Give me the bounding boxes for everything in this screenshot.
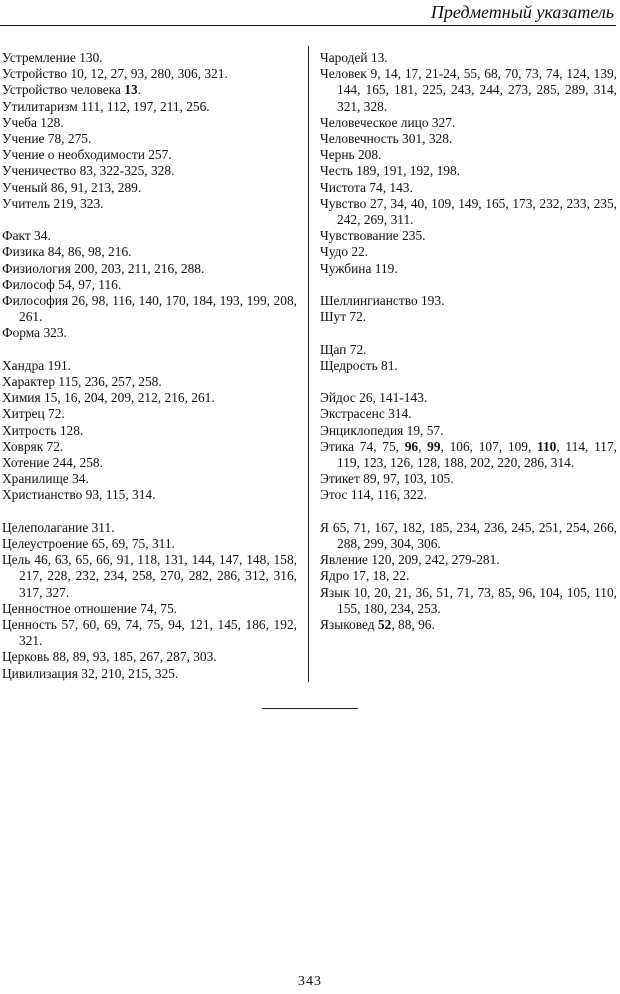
entry-text: Форма 323. — [2, 325, 67, 341]
index-entry — [2, 261, 297, 277]
entry-text: . — [137, 82, 142, 98]
index-entry — [320, 309, 617, 325]
entry-text: Экстрасенс 314. — [320, 406, 412, 422]
entry-text: Философия 26, 98, 116, 140, 170, 184, 193, 199, 208, 261. — [2, 293, 297, 325]
group-gap — [320, 374, 617, 390]
index-column-left — [2, 50, 297, 682]
index-entry — [2, 520, 297, 536]
index-entry — [2, 228, 297, 244]
index-entry — [320, 390, 617, 406]
entry-text: Хитрость 128. — [2, 422, 84, 438]
entry-text: Целеполагание 311. — [2, 519, 115, 535]
entry-text: Человечность 301, 328. — [320, 131, 453, 147]
index-entry — [320, 131, 617, 147]
index-entry — [320, 439, 617, 471]
end-rule — [262, 708, 358, 709]
group-gap — [2, 342, 297, 358]
bold-page-ref: 96 — [404, 438, 419, 454]
index-entry — [2, 50, 297, 66]
entry-text: Ценность 57, 60, 69, 74, 75, 94, 121, 145, 186, 192, 321. — [2, 617, 297, 649]
index-entry — [2, 325, 297, 341]
index-entry — [2, 196, 297, 212]
group-gap — [320, 277, 617, 293]
entry-text: Церковь 88, 89, 93, 185, 267, 287, 303. — [2, 649, 217, 665]
entry-text: Хандра 191. — [2, 357, 72, 373]
index-entry — [2, 277, 297, 293]
index-entry — [320, 342, 617, 358]
entry-text: Учеба 128. — [2, 114, 64, 130]
index-entry — [320, 585, 617, 617]
entry-text: Ценностное отношение 74, 75. — [2, 600, 178, 616]
index-entry — [2, 390, 297, 406]
index-entry — [320, 228, 617, 244]
bold-page-ref: 99 — [427, 438, 441, 454]
entry-text: Христианство 93, 115, 314. — [2, 487, 156, 503]
entry-text: Устройство 10, 12, 27, 93, 280, 306, 321. — [2, 66, 228, 82]
index-entry — [2, 180, 297, 196]
index-entry — [2, 374, 297, 390]
index-entry — [2, 147, 297, 163]
column-divider — [308, 46, 309, 682]
entry-text: Хотение 244, 258. — [2, 455, 103, 471]
index-entry — [2, 66, 297, 82]
index-entry — [2, 487, 297, 503]
bold-page-ref: 110 — [537, 438, 557, 454]
index-entry — [320, 196, 617, 228]
entry-text: Устремление 130. — [2, 50, 103, 65]
group-gap — [320, 504, 617, 520]
entry-text: Утилитаризм 111, 112, 197, 211, 256. — [2, 98, 210, 114]
index-entry — [320, 163, 617, 179]
index-entry — [2, 423, 297, 439]
entry-text: Учитель 219, 323. — [2, 195, 104, 211]
index-entry — [320, 617, 617, 633]
index-entry — [320, 50, 617, 66]
entry-text: Факт 34. — [2, 228, 51, 244]
entry-text: Устройство человека — [2, 82, 125, 98]
entry-text: Философ 54, 97, 116. — [2, 276, 122, 292]
index-entry — [320, 520, 617, 552]
entry-text: Шут 72. — [320, 309, 367, 325]
entry-text: Ученый 86, 91, 213, 289. — [2, 179, 142, 195]
index-entry — [2, 552, 297, 601]
index-entry — [320, 358, 617, 374]
index-entry — [320, 471, 617, 487]
entry-text: Человек 9, 14, 17, 21-24, 55, 68, 70, 73, 74, 124, 139, 144, 165, 181, 225, 243, 244, 273, 285, 289, 314, 321, 328. — [320, 66, 617, 114]
entry-text: Физика 84, 86, 98, 216. — [2, 244, 132, 260]
entry-text: Химия 15, 16, 204, 209, 212, 216, 261. — [2, 390, 215, 406]
index-entry — [320, 244, 617, 260]
index-entry — [2, 536, 297, 552]
index-entry — [320, 115, 617, 131]
index-entry — [320, 180, 617, 196]
index-entry — [320, 568, 617, 584]
entry-text: Цивилизация 32, 210, 215, 325. — [2, 665, 179, 681]
entry-text: Честь 189, 191, 192, 198. — [320, 163, 461, 179]
index-entry — [2, 115, 297, 131]
index-entry — [2, 471, 297, 487]
entry-text: Явление 120, 209, 242, 279-281. — [320, 552, 500, 568]
entry-text: Эйдос 26, 141-143. — [320, 390, 428, 406]
entry-text: Языковед — [320, 617, 378, 633]
index-entry — [2, 293, 297, 325]
entry-text: Ядро 17, 18, 22. — [320, 568, 410, 584]
bold-page-ref: 52 — [377, 617, 392, 633]
index-entry — [320, 423, 617, 439]
entry-text: Характер 115, 236, 257, 258. — [2, 374, 162, 390]
entry-text: Чародей 13. — [320, 50, 388, 65]
entry-text: Цель 46, 63, 65, 66, 91, 118, 131, 144, 147, 148, 158, 217, 228, 232, 234, 258, 270, 282, 286, 312, 316, 317, 327. — [2, 552, 297, 600]
entry-text: , — [418, 438, 428, 454]
entry-text: Энциклопедия 19, 57. — [320, 422, 444, 438]
index-entry — [320, 147, 617, 163]
entry-text: Чужбина 119. — [320, 260, 398, 276]
entry-text: Чувствование 235. — [320, 228, 426, 244]
entry-text: Этос 114, 116, 322. — [320, 487, 427, 503]
bold-page-ref: 13 — [124, 82, 138, 98]
entry-text: Этика 74, 75, — [320, 438, 405, 454]
index-entry — [2, 99, 297, 115]
entry-text: Язык 10, 20, 21, 36, 51, 71, 73, 85, 96, 104, 105, 110, 155, 180, 234, 253. — [320, 584, 617, 616]
entry-text: , 106, 107, 109, — [440, 438, 538, 454]
entry-text: Учение о необходимости 257. — [2, 147, 172, 163]
index-entry — [2, 666, 297, 682]
group-gap — [2, 504, 297, 520]
entry-text: Чудо 22. — [320, 244, 369, 260]
group-gap — [2, 212, 297, 228]
entry-text: Хранилище 34. — [2, 471, 89, 487]
entry-text: Хитрец 72. — [2, 406, 65, 422]
index-entry — [2, 244, 297, 260]
entry-text: Физиология 200, 203, 211, 216, 288. — [2, 260, 205, 276]
index-entry — [320, 406, 617, 422]
entry-text: Человеческое лицо 327. — [320, 114, 456, 130]
header-rule — [0, 25, 616, 26]
entry-text: Шеллингианство 193. — [320, 293, 445, 309]
entry-text: Щедрость 81. — [320, 357, 398, 373]
index-entry — [2, 601, 297, 617]
index-entry — [2, 439, 297, 455]
index-entry — [320, 487, 617, 503]
index-entry — [320, 552, 617, 568]
entry-text: , 114, 117, 119, 123, 126, 128, 188, 202, 220, 286, 314. — [337, 438, 618, 471]
running-header-title: Предметный указатель — [430, 2, 614, 22]
index-entry — [2, 455, 297, 471]
entry-text: Я 65, 71, 167, 182, 185, 234, 236, 245, 251, 254, 266, 288, 299, 304, 306. — [320, 519, 617, 552]
entry-text: Этикет 89, 97, 103, 105. — [320, 471, 454, 487]
index-entry — [2, 163, 297, 179]
entry-text: Чувство 27, 34, 40, 109, 149, 165, 173, 232, 233, 235, 242, 269, 311. — [320, 195, 617, 228]
entry-text: Учение 78, 275. — [2, 131, 92, 147]
index-entry — [320, 66, 617, 115]
index-entry — [2, 131, 297, 147]
index-entry — [320, 293, 617, 309]
group-gap — [320, 325, 617, 341]
entry-text: Чистота 74, 143. — [320, 179, 413, 195]
entry-text: Целеустроение 65, 69, 75, 311. — [2, 536, 175, 552]
index-entry — [2, 649, 297, 665]
index-entry — [2, 82, 297, 98]
index-entry — [2, 358, 297, 374]
entry-text: Ученичество 83, 322-325, 328. — [2, 163, 175, 179]
index-column-right — [320, 50, 617, 633]
entry-text: Ховряк 72. — [2, 438, 64, 454]
index-entry — [320, 261, 617, 277]
entry-text: , 88, 96. — [391, 617, 435, 633]
page-number: 343 — [298, 974, 322, 989]
entry-text: Чернь 208. — [320, 147, 382, 163]
index-entry — [2, 406, 297, 422]
index-entry — [2, 617, 297, 649]
entry-text: Щап 72. — [320, 341, 367, 357]
